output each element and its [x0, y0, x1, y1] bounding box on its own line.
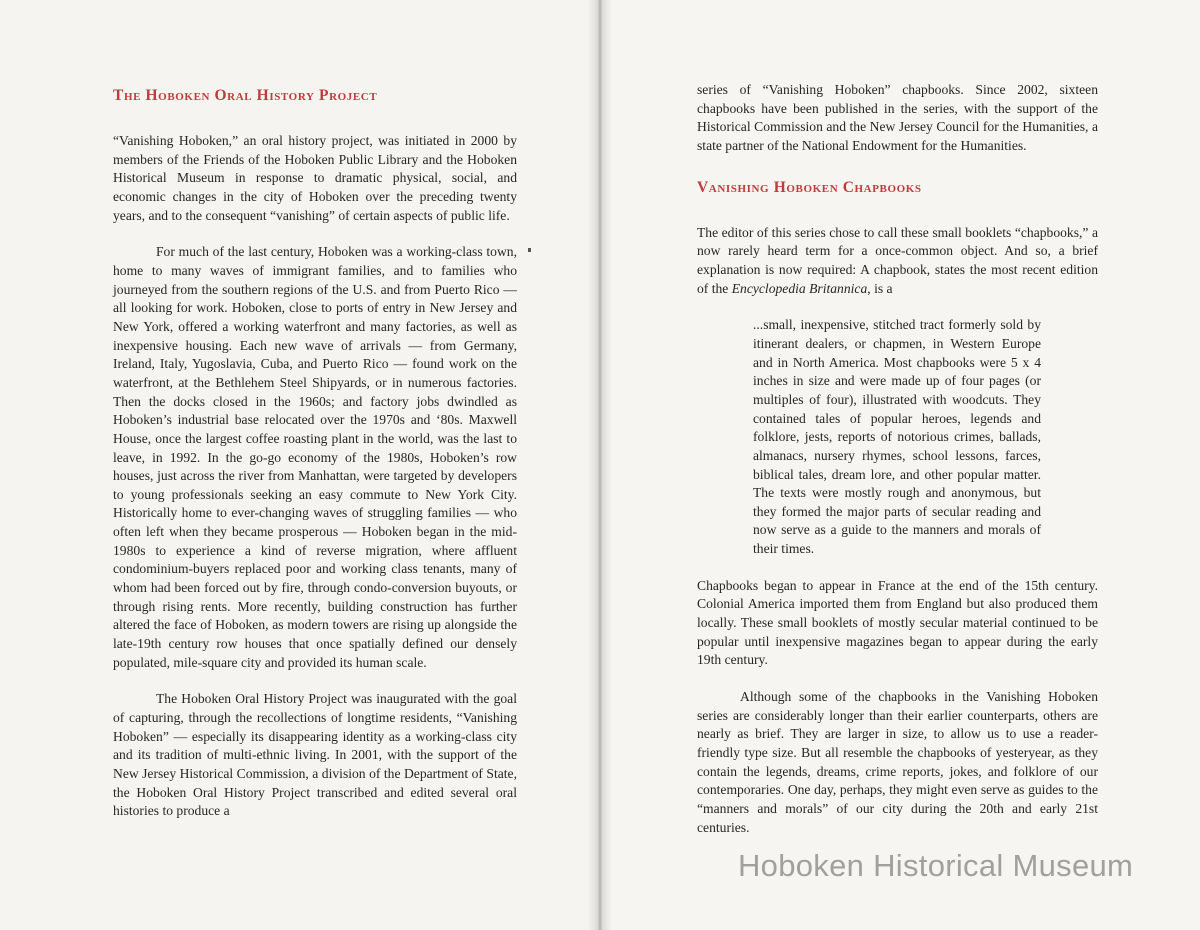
editor-text-end: , is a — [867, 280, 893, 296]
oral-history-heading: The Hoboken Oral History Project — [113, 87, 378, 104]
museum-watermark: Hoboken Historical Museum — [738, 848, 1134, 883]
stray-mark — [528, 248, 531, 252]
paragraph-series: Although some of the chapbooks in the Vanishing Hoboken series are considerably longer than their earlier counterparts, others are nearly as brief. They are larger in size, to allow us to use a reader-friendly type size. But all resemble the chapbooks of yesteryear, as they contain the legends, dreams, crime reports, jokes, and folklore of our contemporaries. One day, perhaps, they might even serve as guides to the “manners and morals” of our city during the 20th and early 21st centuries. — [697, 689, 1098, 835]
right-page-text — [697, 81, 1098, 837]
chapbooks-heading: Vanishing Hoboken Chapbooks — [697, 178, 922, 196]
paragraph-editor — [697, 224, 1098, 299]
paragraph-continued: series of “Vanishing Hoboken” chapbooks. Since 2002, sixteen chapbooks have been published in the series, with the support of the Historical Commission and the New Jersey Council for the Humanities, a state partner of the National Endowment for the Humanities. — [697, 82, 1098, 153]
britannica-title: Encyclopedia Britannica — [731, 280, 868, 296]
paragraph-chapbook-history: Chapbooks began to appear in France at the end of the 15th century. Colonial America imported them from England but also produced them locally. These small booklets of mostly secular material continued to be popular until inexpensive magazines began to appear during the early 19th century. — [697, 577, 1098, 668]
paragraph-history: For much of the last century, Hoboken was a working-class town, home to many waves of immigrant families, and to families who journeyed from the southern regions of the U.S. and from Puerto Rico — all looking for work. Hoboken, close to ports of entry in New Jersey and New York, offered a working waterfront and many factories, as well as inexpensive housing. Each new wave of arrivals — from Germany, Ireland, Italy, Yugoslavia, Cuba, and Puerto Rico — found work on the waterfront, at the Bethlehem Steel Shipyards, or in numerous factories. Then the docks closed in the 1960s; and factory jobs dwindled as Hoboken’s industrial base relocated over the 1970s and ‘80s. Maxwell House, once the largest coffee roasting plant in the world, was the last to leave, in 1992. In the go-go economy of the 1980s, Hoboken’s row houses, just across the river from Manhattan, were targeted by developers to young professionals seeking an easy commute to New York City. Historically home to ever-changing waves of struggling families — who often left when they became prosperous — Hoboken began in the mid-1980s to experience a kind of reverse migration, where affluent condominium-buyers replaced poor and working class tenants, many of whom had been forced out by fire, through condo-conversion buyouts, or through rising rents. More recently, building construction has further altered the face of Hoboken, as modern towers are rising up alongside the late-19th century row houses that once spatially defined our densely populated, mile-square city and provided its human scale. — [113, 244, 517, 670]
britannica-quote: ...small, inexpensive, stitched tract formerly sold by itinerant dealers, or chapmen, in Western Europe and in North America. Most chapbooks were 5 x 4 inches in size and were made up of four pages (or multiples of four), illustrated with woodcuts. They contained tales of popular heroes, legends and folklore, jests, reports of notorious crimes, ballads, almanacs, nursery rhymes, school lessons, farces, biblical tales, dream lore, and other popular matter. The texts were mostly rough and anonymous, but they formed the major parts of secular reading and now serve as a guide to the manners and morals of their times. — [753, 317, 1041, 557]
book-spine-shadow — [588, 0, 612, 930]
paragraph-intro: “Vanishing Hoboken,” an oral history project, was initiated in 2000 by members of the Friends of the Hoboken Public Library and the Hoboken Historical Museum in response to dramatic physical, social, and economic changes in the city of Hoboken over the preceding twenty years, and to the consequent “vanishing” of certain aspects of public life. — [113, 133, 517, 223]
right-page — [600, 0, 1200, 930]
editor-text: The editor of this series chose to call these small booklets “chapbooks,” a now rarely heard term for a once-common object. And so, a brief explanation is now required: A chapbook, states the most recent edition of the — [697, 224, 1098, 296]
paragraph-project: The Hoboken Oral History Project was inaugurated with the goal of capturing, through the recollections of longtime residents, “Vanishing Hoboken” — especially its disappearing identity as a working-class city and its tradition of multi-ethnic living. In 2001, with the support of the New Jersey Historical Commission, a division of the Department of State, the Hoboken Oral History Project transcribed and edited several oral histories to produce a — [113, 691, 517, 819]
left-page-text — [113, 86, 517, 821]
